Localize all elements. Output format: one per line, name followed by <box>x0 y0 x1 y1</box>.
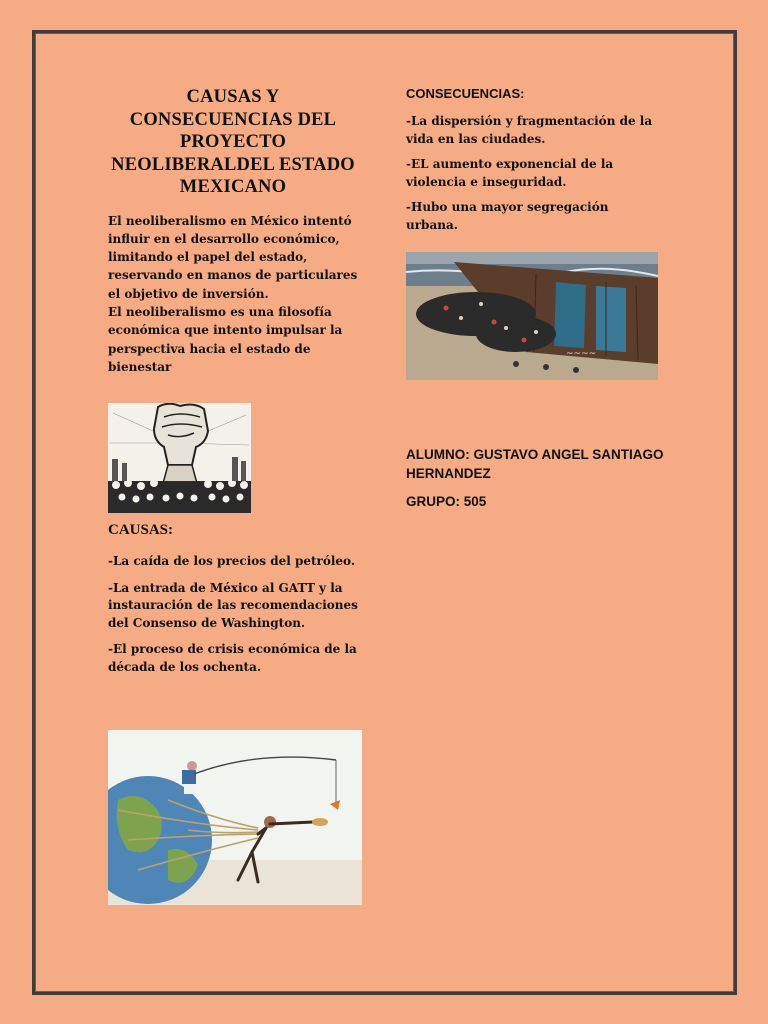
causas-item-2: -La entrada de México al GATT y la instauración de las recomendaciones del Consenso de Washington. <box>108 580 358 630</box>
intro-paragraph-2: El neoliberalismo es una filosofía económica que intento impulsar la perspectiva hacia el estado de bienestar <box>108 304 343 374</box>
svg-text:~~~~: ~~~~ <box>566 349 597 359</box>
causas-item-3: -El proceso de crisis económica de la década de los ochenta. <box>108 642 357 674</box>
causas-section <box>108 522 358 676</box>
fist-crowd-illustration <box>108 403 251 513</box>
consecuencias-item-1: -La dispersión y fragmentación de la vida en las ciudades. <box>406 114 653 146</box>
left-column <box>108 86 358 376</box>
intro-paragraph-1: El neoliberalismo en México intentó influir en el desarrollo económico, limitando el papel del estado, reservando en manos de particulares el objetivo de inversión. <box>108 213 358 301</box>
globe-tied-workers-illustration <box>108 730 362 905</box>
consecuencias-item-2: -EL aumento exponencial de la violencia e inseguridad. <box>406 157 614 189</box>
document-title: CAUSAS Y CONSECUENCIAS DEL PROYECTO NEOLIBERALDEL ESTADO MEXICANO <box>111 87 355 197</box>
consecuencias-heading: CONSECUENCIAS: <box>406 86 525 101</box>
border-wall-crowd-photo <box>406 252 658 380</box>
consecuencias-section <box>406 86 661 234</box>
consecuencias-item-3: -Hubo una mayor segregación urbana. <box>406 200 609 232</box>
causas-item-1: -La caída de los precios del petróleo. <box>108 554 356 568</box>
group-number: GRUPO: 505 <box>406 494 487 509</box>
causas-heading: CAUSAS: <box>108 522 174 538</box>
student-name: ALUMNO: GUSTAVO ANGEL SANTIAGO HERNANDEZ <box>406 447 664 481</box>
